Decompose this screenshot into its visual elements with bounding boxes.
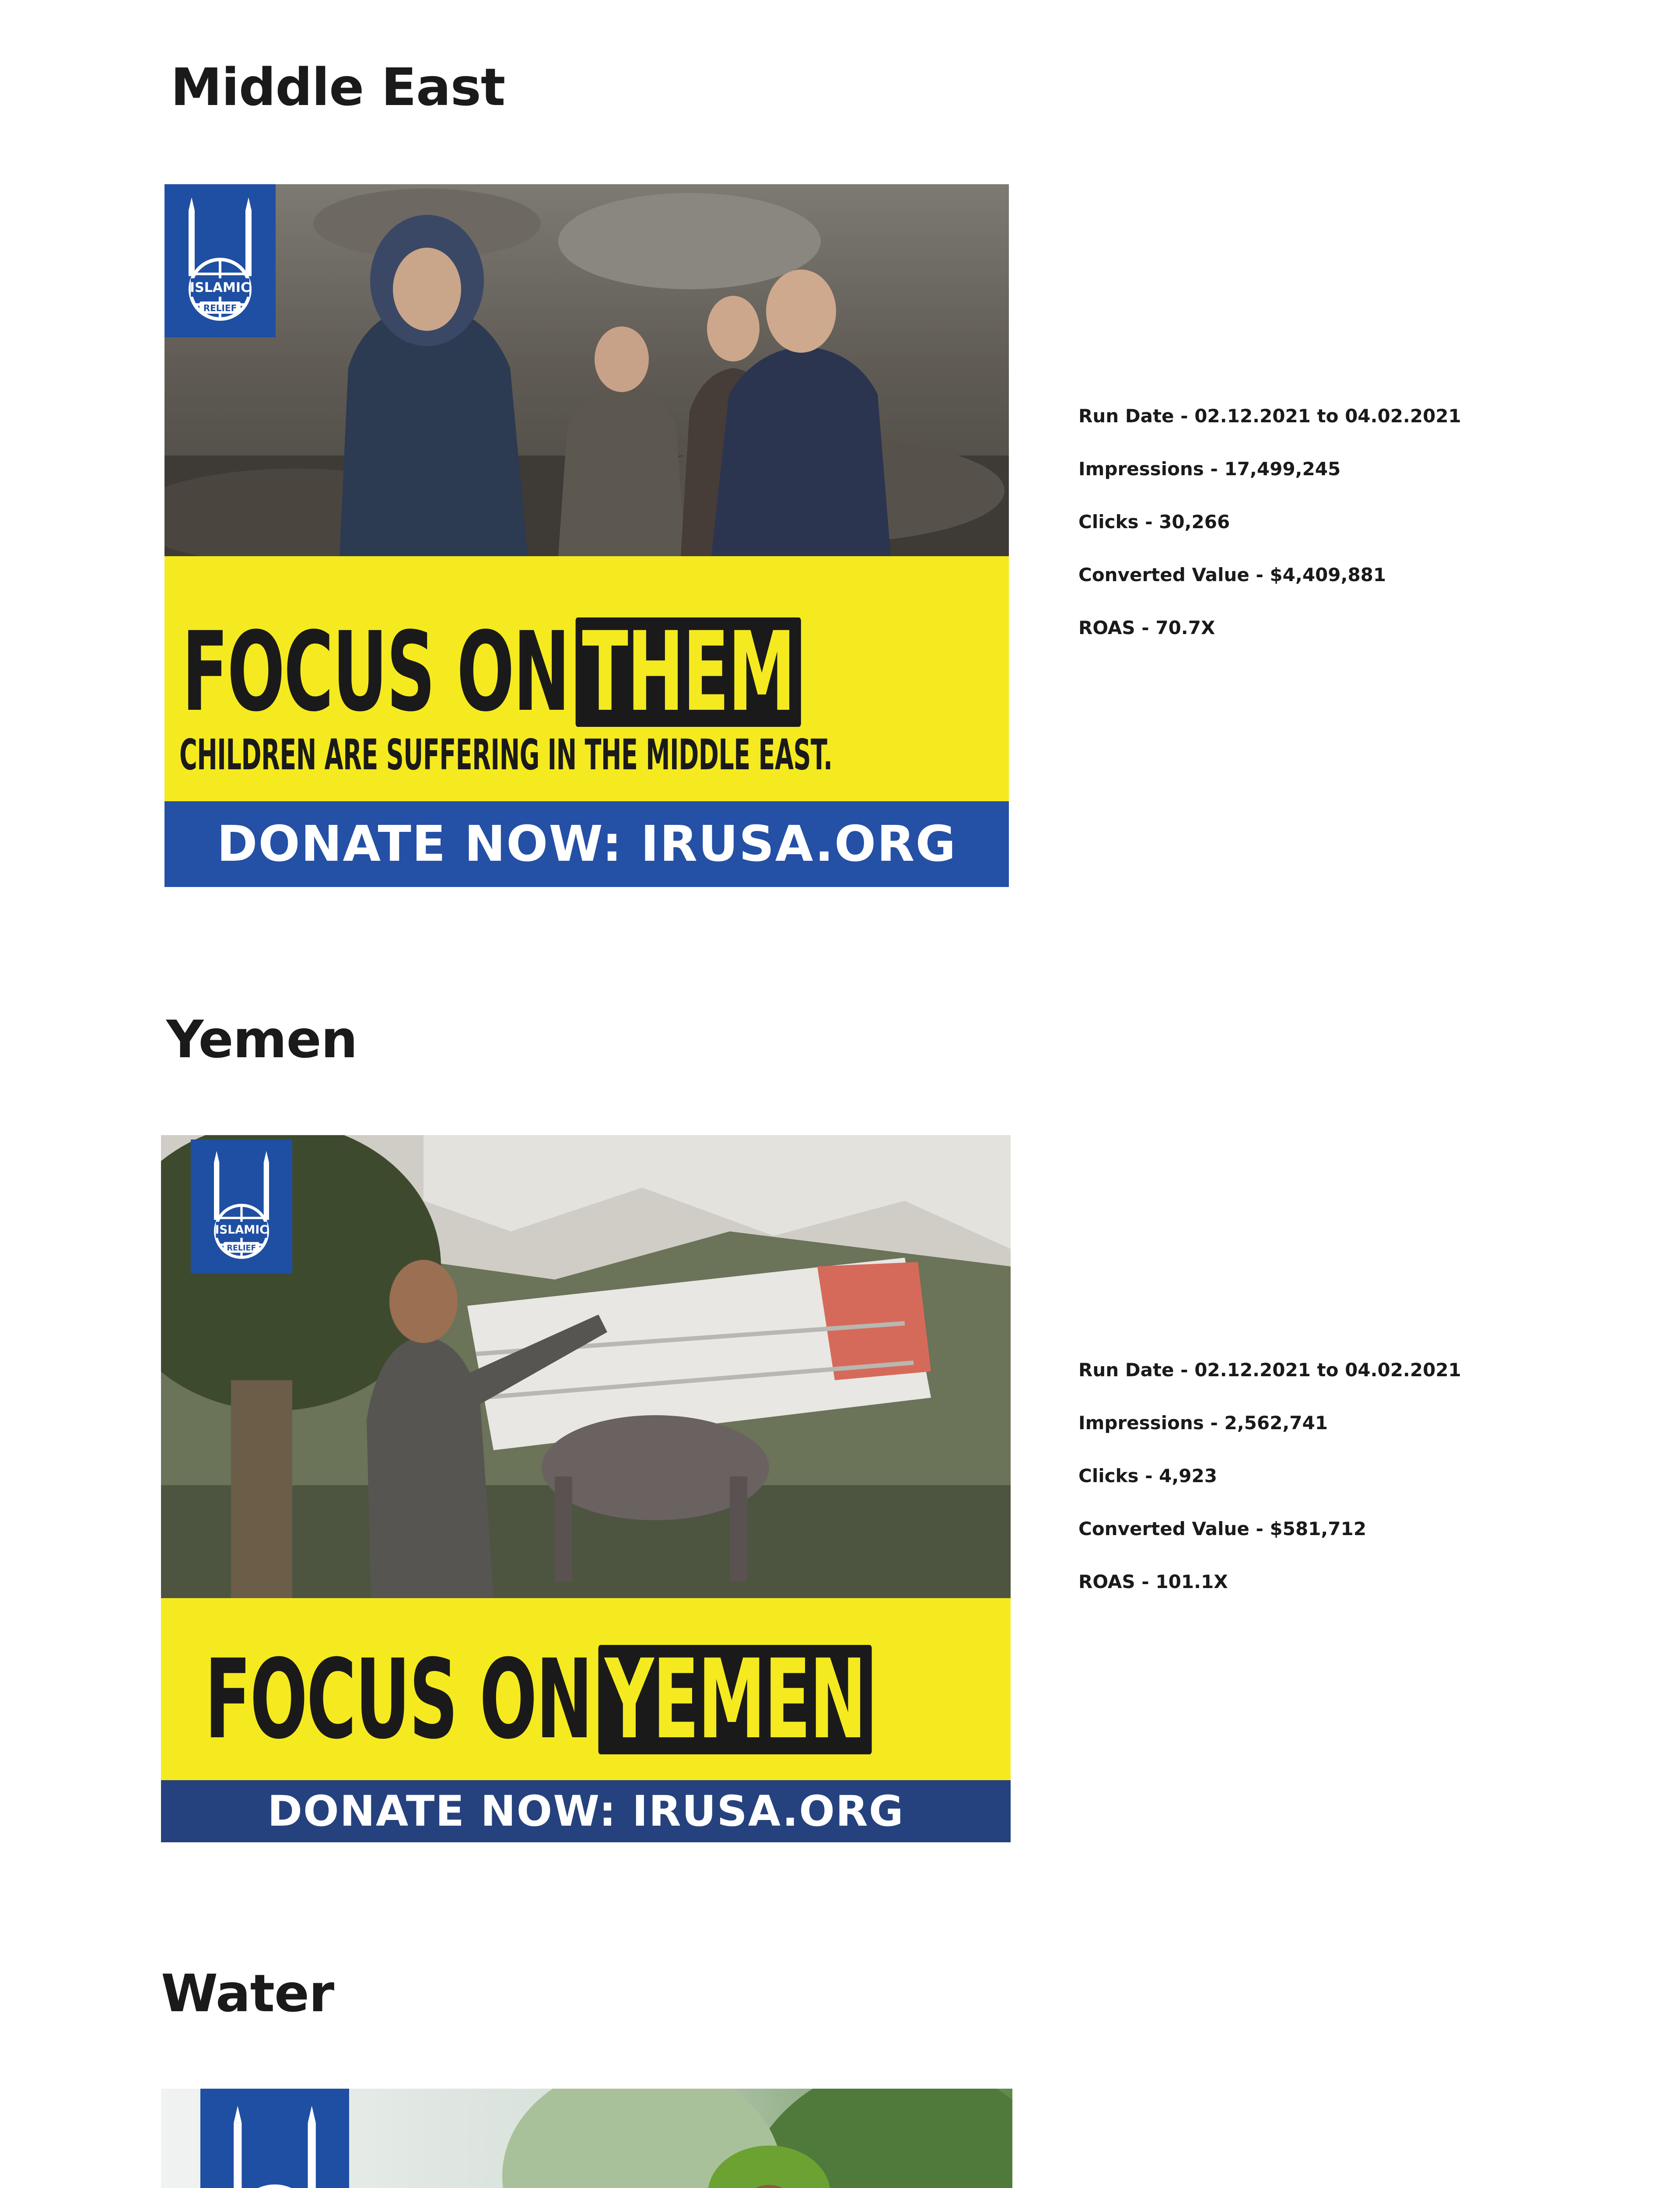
stat-clicks: Clicks - 4,923 bbox=[1078, 1465, 1217, 1487]
mosque-globe-icon bbox=[164, 184, 276, 337]
stat-impressions: Impressions - 17,499,245 bbox=[1078, 458, 1341, 480]
ad-subline: CHILDREN ARE SUFFERING IN THE MIDDLE EAST. bbox=[179, 730, 833, 779]
svg-text:RELIEF: RELIEF bbox=[227, 1244, 256, 1253]
mosque-globe-icon bbox=[200, 2089, 349, 2188]
stat-clicks: Clicks - 30,266 bbox=[1078, 511, 1230, 533]
stats-yemen bbox=[1078, 1361, 1461, 1626]
islamic-relief-logo bbox=[200, 2089, 349, 2188]
ad-water bbox=[161, 2089, 1012, 2188]
section-title-yemen: Yemen bbox=[166, 1009, 357, 1069]
stats-middle-east bbox=[1078, 407, 1461, 672]
svg-text:ISLAMIC: ISLAMIC bbox=[189, 280, 251, 295]
islamic-relief-logo bbox=[191, 1140, 292, 1273]
donate-banner: DONATE NOW: IRUSA.ORG bbox=[164, 801, 1009, 887]
svg-text:RELIEF: RELIEF bbox=[203, 303, 237, 313]
ad-headline bbox=[205, 1636, 872, 1763]
headline-prefix: FOCUS ON bbox=[205, 1636, 592, 1763]
ad-middle-east bbox=[164, 184, 1009, 887]
section-title-middle-east: Middle East bbox=[171, 57, 505, 117]
islamic-relief-logo bbox=[164, 184, 276, 337]
stat-roas: ROAS - 101.1X bbox=[1078, 1571, 1228, 1592]
svg-text:ISLAMIC: ISLAMIC bbox=[215, 1224, 268, 1237]
ad-photo-children bbox=[164, 184, 1009, 556]
stat-converted-value: Converted Value - $581,712 bbox=[1078, 1518, 1366, 1539]
stat-impressions: Impressions - 2,562,741 bbox=[1078, 1412, 1328, 1434]
stat-run-date: Run Date - 02.12.2021 to 04.02.2021 bbox=[1078, 405, 1461, 427]
mosque-globe-icon bbox=[191, 1140, 292, 1273]
headline-highlight: YEMEN bbox=[598, 1645, 872, 1754]
ad-yemen bbox=[161, 1135, 1011, 1842]
headline-highlight: THEM bbox=[575, 617, 801, 727]
headline-prefix: FOCUS ON bbox=[182, 608, 569, 736]
section-title-water: Water bbox=[161, 1963, 334, 2023]
stat-run-date: Run Date - 02.12.2021 to 04.02.2021 bbox=[1078, 1359, 1461, 1381]
stat-converted-value: Converted Value - $4,409,881 bbox=[1078, 564, 1386, 586]
donate-banner: DONATE NOW: IRUSA.ORG bbox=[161, 1780, 1011, 1842]
stat-roas: ROAS - 70.7X bbox=[1078, 617, 1215, 638]
ad-headline bbox=[182, 608, 801, 736]
